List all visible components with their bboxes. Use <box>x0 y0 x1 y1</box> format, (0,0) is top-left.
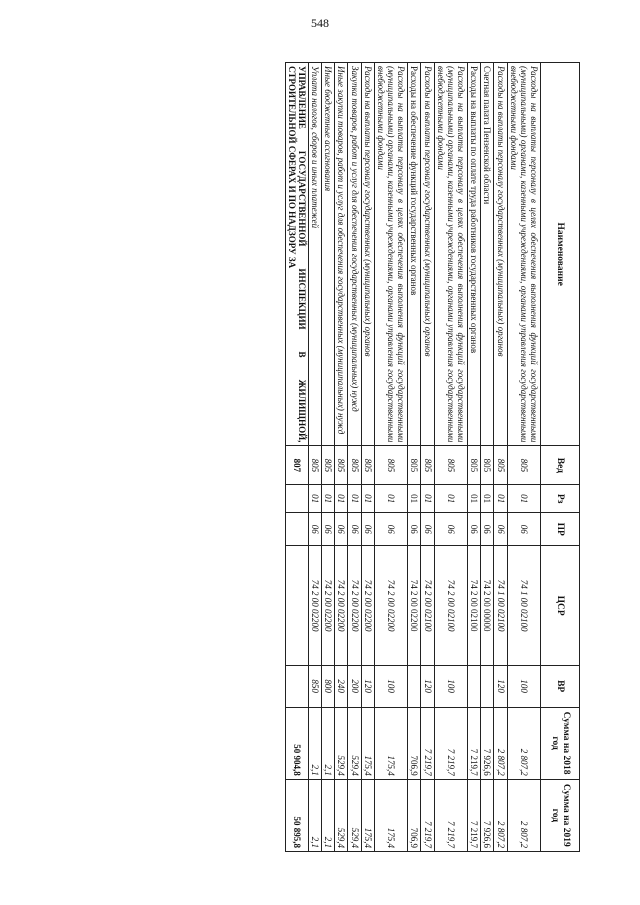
table-row <box>335 63 348 852</box>
row-pr-cell: 06 <box>309 513 322 546</box>
header-sum-2018: Сумма на 2018 год <box>541 707 580 779</box>
row-rz-cell: 01 <box>481 485 494 513</box>
table-row <box>374 63 407 852</box>
row-csr-cell: 74 2 00 02100 <box>421 546 434 665</box>
table-row <box>507 63 540 852</box>
row-sum-2018-cell: 529,4 <box>335 707 348 779</box>
table-row <box>322 63 335 852</box>
table-row <box>361 63 374 852</box>
row-sum-2019-cell: 2,1 <box>322 779 335 851</box>
row-sum-2018-cell: 7 219,7 <box>434 707 467 779</box>
table-header-row <box>541 63 580 852</box>
row-rz-cell: 01 <box>434 485 467 513</box>
row-csr-cell: 74 1 00 02100 <box>494 546 507 665</box>
row-vr-cell: 120 <box>494 665 507 707</box>
row-name-cell: Закупка товаров, работ и услуг для обеспечения государственных (муниципальных) нужд <box>348 63 361 446</box>
row-sum-2019-cell: 7 219,7 <box>434 779 467 851</box>
row-pr-cell: 06 <box>408 513 421 546</box>
row-sum-2019-cell: 7 219,7 <box>468 779 481 851</box>
row-csr-cell: 74 2 00 02200 <box>335 546 348 665</box>
row-ved-cell: 805 <box>507 446 540 485</box>
row-name-cell: Расходы на выплаты по оплате труда работников государственных органов <box>468 63 481 446</box>
table-row <box>421 63 434 852</box>
row-sum-2019-cell: 2 807,2 <box>494 779 507 851</box>
row-name-cell: Уплата налогов, сборов и иных платежей <box>309 63 322 446</box>
row-rz-cell <box>285 485 308 513</box>
table-row <box>309 63 322 852</box>
row-sum-2018-cell: 7 219,7 <box>421 707 434 779</box>
row-rz-cell: 01 <box>408 485 421 513</box>
header-csr: ЦСР <box>541 546 580 665</box>
row-pr-cell: 06 <box>361 513 374 546</box>
row-sum-2019-cell: 2,1 <box>309 779 322 851</box>
row-csr-cell: 74 2 00 02100 <box>468 546 481 665</box>
row-sum-2019-cell: 529,4 <box>348 779 361 851</box>
row-vr-cell: 100 <box>507 665 540 707</box>
row-ved-cell: 805 <box>421 446 434 485</box>
row-ved-cell: 805 <box>309 446 322 485</box>
row-vr-cell <box>468 665 481 707</box>
table-body <box>285 63 540 852</box>
row-ved-cell: 805 <box>468 446 481 485</box>
row-csr-cell: 74 2 00 02200 <box>408 546 421 665</box>
row-sum-2019-cell: 2 807,2 <box>507 779 540 851</box>
header-pr: ПР <box>541 513 580 546</box>
row-name-cell: Счетная палата Пензенской области <box>481 63 494 446</box>
row-name-cell: Расходы на выплаты персоналу в целях обеспечения выполнения функций государственными (муниципальными) органами, казенными учреждениями, органами управления государственными внебюджетными фондами <box>434 63 467 446</box>
row-csr-cell: 74 2 00 02200 <box>348 546 361 665</box>
row-sum-2018-cell: 175,4 <box>361 707 374 779</box>
row-vr-cell <box>408 665 421 707</box>
row-sum-2018-cell: 7 219,7 <box>468 707 481 779</box>
row-name-cell: Иные бюджетные ассигнования <box>322 63 335 446</box>
budget-table <box>285 62 580 852</box>
row-rz-cell: 01 <box>348 485 361 513</box>
row-sum-2018-cell: 529,4 <box>348 707 361 779</box>
row-rz-cell: 01 <box>468 485 481 513</box>
row-csr-cell: 74 2 00 02200 <box>361 546 374 665</box>
row-vr-cell: 120 <box>421 665 434 707</box>
row-pr-cell: 06 <box>374 513 407 546</box>
table-row <box>285 63 308 852</box>
row-csr-cell <box>285 546 308 665</box>
row-ved-cell: 805 <box>494 446 507 485</box>
row-pr-cell: 06 <box>481 513 494 546</box>
row-pr-cell: 06 <box>507 513 540 546</box>
row-vr-cell <box>285 665 308 707</box>
row-ved-cell: 805 <box>348 446 361 485</box>
row-csr-cell: 74 2 00 02100 <box>434 546 467 665</box>
row-sum-2019-cell: 706,9 <box>408 779 421 851</box>
row-ved-cell: 805 <box>434 446 467 485</box>
row-sum-2018-cell: 50 904,8 <box>285 707 308 779</box>
row-rz-cell: 01 <box>309 485 322 513</box>
row-pr-cell <box>285 513 308 546</box>
header-name: Наименование <box>541 63 580 446</box>
row-csr-cell: 74 2 00 00000 <box>481 546 494 665</box>
row-csr-cell: 74 2 00 02200 <box>374 546 407 665</box>
row-pr-cell: 06 <box>335 513 348 546</box>
row-ved-cell: 805 <box>322 446 335 485</box>
rotated-budget-table-container <box>102 62 580 852</box>
row-sum-2018-cell: 2 807,2 <box>507 707 540 779</box>
row-name-cell: УПРАВЛЕНИЕ ГОСУДАРСТВЕННОЙ ИНСПЕКЦИИ В ЖИЛИЩНОЙ, СТРОИТЕЛЬНОЙ СФЕРАХ И ПО НАДЗОРУ ЗА <box>285 63 308 446</box>
row-sum-2018-cell: 2 807,2 <box>494 707 507 779</box>
row-pr-cell: 06 <box>434 513 467 546</box>
table-row <box>408 63 421 852</box>
row-vr-cell: 100 <box>434 665 467 707</box>
header-sum-2019: Сумма на 2019 год <box>541 779 580 851</box>
row-pr-cell: 06 <box>322 513 335 546</box>
row-sum-2018-cell: 175,4 <box>374 707 407 779</box>
table-row <box>494 63 507 852</box>
table-row <box>481 63 494 852</box>
header-rz: Рз <box>541 485 580 513</box>
row-vr-cell <box>481 665 494 707</box>
row-vr-cell: 200 <box>348 665 361 707</box>
table-row <box>468 63 481 852</box>
row-rz-cell: 01 <box>322 485 335 513</box>
row-sum-2018-cell: 7 926,6 <box>481 707 494 779</box>
row-ved-cell: 805 <box>374 446 407 485</box>
row-sum-2018-cell: 706,9 <box>408 707 421 779</box>
row-sum-2019-cell: 50 895,8 <box>285 779 308 851</box>
row-ved-cell: 805 <box>481 446 494 485</box>
row-sum-2019-cell: 175,4 <box>361 779 374 851</box>
table-row <box>434 63 467 852</box>
row-name-cell: Расходы на выплаты персоналу в целях обеспечения выполнения функций государственными (муниципальными) органами, казенными учреждениями, органами управления государственными внебюджетными фондами <box>374 63 407 446</box>
row-pr-cell: 06 <box>421 513 434 546</box>
row-name-cell: Иные закупки товаров, работ и услуг для обеспечения государственных (муниципальных) нужд <box>335 63 348 446</box>
table-row <box>348 63 361 852</box>
row-sum-2018-cell: 2,1 <box>322 707 335 779</box>
row-pr-cell: 06 <box>348 513 361 546</box>
header-vr: ВР <box>541 665 580 707</box>
row-name-cell: Расходы на выплаты персоналу государственных (муниципальных) органов <box>421 63 434 446</box>
row-vr-cell: 850 <box>309 665 322 707</box>
row-sum-2019-cell: 7 219,7 <box>421 779 434 851</box>
row-name-cell: Расходы на выплаты персоналу в целях обеспечения выполнения функций государственными (муниципальными) органами, казенными учреждениями, органами управления государственными внебюджетными фондами <box>507 63 540 446</box>
row-sum-2019-cell: 7 926,6 <box>481 779 494 851</box>
row-csr-cell: 74 2 00 02200 <box>309 546 322 665</box>
row-vr-cell: 800 <box>322 665 335 707</box>
row-sum-2019-cell: 175,4 <box>374 779 407 851</box>
row-ved-cell: 805 <box>408 446 421 485</box>
row-rz-cell: 01 <box>361 485 374 513</box>
row-name-cell: Расходы на выплаты персоналу государственных (муниципальных) органов <box>361 63 374 446</box>
row-ved-cell: 805 <box>361 446 374 485</box>
row-csr-cell: 74 2 00 02200 <box>322 546 335 665</box>
row-pr-cell: 06 <box>468 513 481 546</box>
header-ved: Вед <box>541 446 580 485</box>
row-sum-2018-cell: 2,1 <box>309 707 322 779</box>
row-rz-cell: 01 <box>507 485 540 513</box>
page-number: 548 <box>311 16 329 30</box>
row-rz-cell: 01 <box>335 485 348 513</box>
row-vr-cell: 120 <box>361 665 374 707</box>
row-pr-cell: 06 <box>494 513 507 546</box>
row-ved-cell: 807 <box>285 446 308 485</box>
row-csr-cell: 74 1 00 02100 <box>507 546 540 665</box>
row-rz-cell: 01 <box>494 485 507 513</box>
row-vr-cell: 240 <box>335 665 348 707</box>
row-name-cell: Расходы на обеспечение функций государственных органов <box>408 63 421 446</box>
row-ved-cell: 805 <box>335 446 348 485</box>
row-rz-cell: 01 <box>421 485 434 513</box>
row-vr-cell: 100 <box>374 665 407 707</box>
row-rz-cell: 01 <box>374 485 407 513</box>
row-sum-2019-cell: 529,4 <box>335 779 348 851</box>
row-name-cell: Расходы на выплаты персоналу государственных (муниципальных) органов <box>494 63 507 446</box>
